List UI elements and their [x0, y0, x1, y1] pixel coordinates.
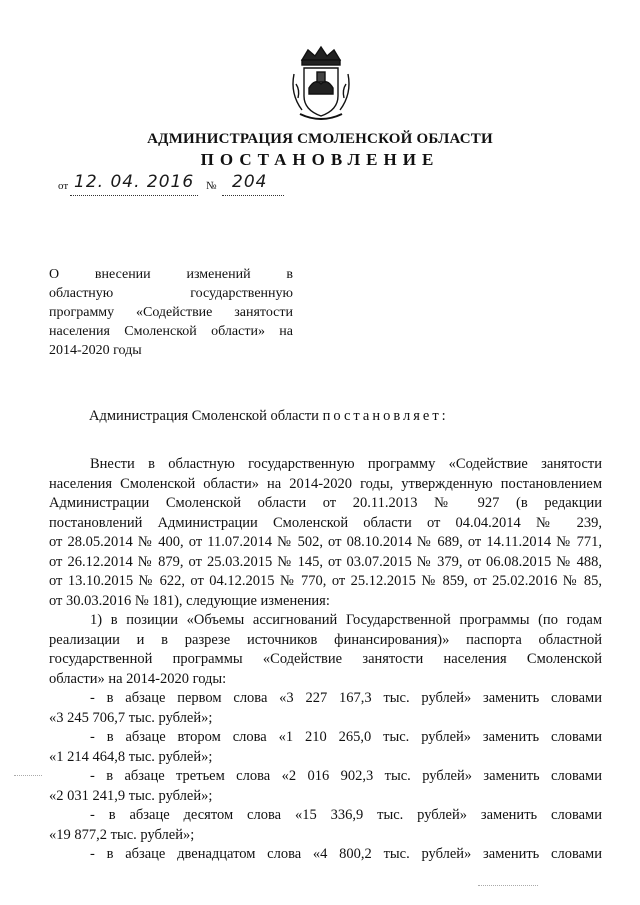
date-underline	[70, 195, 198, 196]
body-line: - в абзаце третьем слова «2 016 902,3 тыс. рублей» заменить словами	[90, 768, 602, 784]
subject-line: О внесении изменений в	[49, 267, 293, 282]
body-line: - в абзаце десятом слова «15 336,9 тыс. рублей» заменить словами	[90, 807, 602, 823]
body-line: от 28.05.2014 № 400, от 11.07.2014 № 502, от 08.10.2014 № 689, от 14.11.2014 № 771,	[49, 534, 602, 550]
scan-artifact	[14, 775, 42, 776]
body-line: населения Смоленской области» на 2014-2020 годы, утвержденную постановлением	[49, 475, 602, 492]
body-line: постановлений Администрации Смоленской области от 04.04.2014 № 239,	[49, 514, 602, 531]
date-prefix: от	[58, 180, 69, 192]
body-line: области» на 2014-2020 годы:	[49, 670, 227, 687]
number-underline	[222, 195, 284, 196]
body-line: Администрации Смоленской области от 20.11.2013 № 927 (в редакции	[49, 495, 602, 511]
subject-line: населения Смоленской области» на	[49, 324, 293, 339]
body-line: государственной программы «Содействие занятости населения Смоленской	[49, 651, 602, 667]
body-line: от 30.03.2016 № 181), следующие изменения:	[49, 592, 330, 609]
body-line: «3 245 706,7 тыс. рублей»;	[49, 709, 213, 726]
document-body	[49, 455, 602, 865]
date-handwritten: 12. 04. 2016	[74, 172, 195, 192]
body-line: 1) в позиции «Объемы ассигнований Государственной программы (по годам	[90, 612, 602, 628]
body-line: - в абзаце первом слова «3 227 167,3 тыс. рублей» заменить словами	[90, 690, 602, 706]
number-handwritten: 204	[232, 172, 268, 192]
body-line: «19 877,2 тыс. рублей»;	[49, 826, 195, 843]
body-line: от 13.10.2015 № 622, от 04.12.2015 № 770, от 25.12.2015 № 859, от 25.02.2016 № 85,	[49, 573, 602, 589]
subject-line: 2014-2020 годы	[49, 343, 142, 358]
number-prefix: №	[206, 180, 217, 192]
subject-line: программу «Содействие занятости	[49, 305, 293, 320]
scan-artifact	[478, 885, 538, 886]
body-line: - в абзаце двенадцатом слова «4 800,2 тыс. рублей» заменить словами	[90, 846, 602, 862]
body-line: «1 214 464,8 тыс. рублей»;	[49, 748, 213, 765]
body-line: «2 031 241,9 тыс. рублей»;	[49, 787, 213, 804]
document-type: ПОСТАНОВЛЕНИЕ	[200, 150, 440, 169]
document-subject	[49, 265, 293, 360]
decree-verb: постановляет:	[322, 408, 449, 424]
coat-of-arms-icon	[288, 44, 354, 124]
organization-name: АДМИНИСТРАЦИЯ СМОЛЕНСКОЙ ОБЛАСТИ	[147, 131, 493, 147]
subject-line: областную государственную	[49, 286, 293, 301]
body-line: реализации и в разрезе источников финансирования)» паспорта областной	[49, 631, 602, 648]
decree-statement	[89, 408, 449, 425]
decree-subject: Администрация Смоленской области	[89, 408, 319, 424]
body-line: от 26.12.2014 № 879, от 25.03.2015 № 145, от 03.07.2015 № 379, от 06.08.2015 № 488,	[49, 553, 602, 570]
body-line: - в абзаце втором слова «1 210 265,0 тыс. рублей» заменить словами	[90, 729, 602, 745]
body-line: Внести в областную государственную программу «Содействие занятости	[90, 456, 602, 472]
